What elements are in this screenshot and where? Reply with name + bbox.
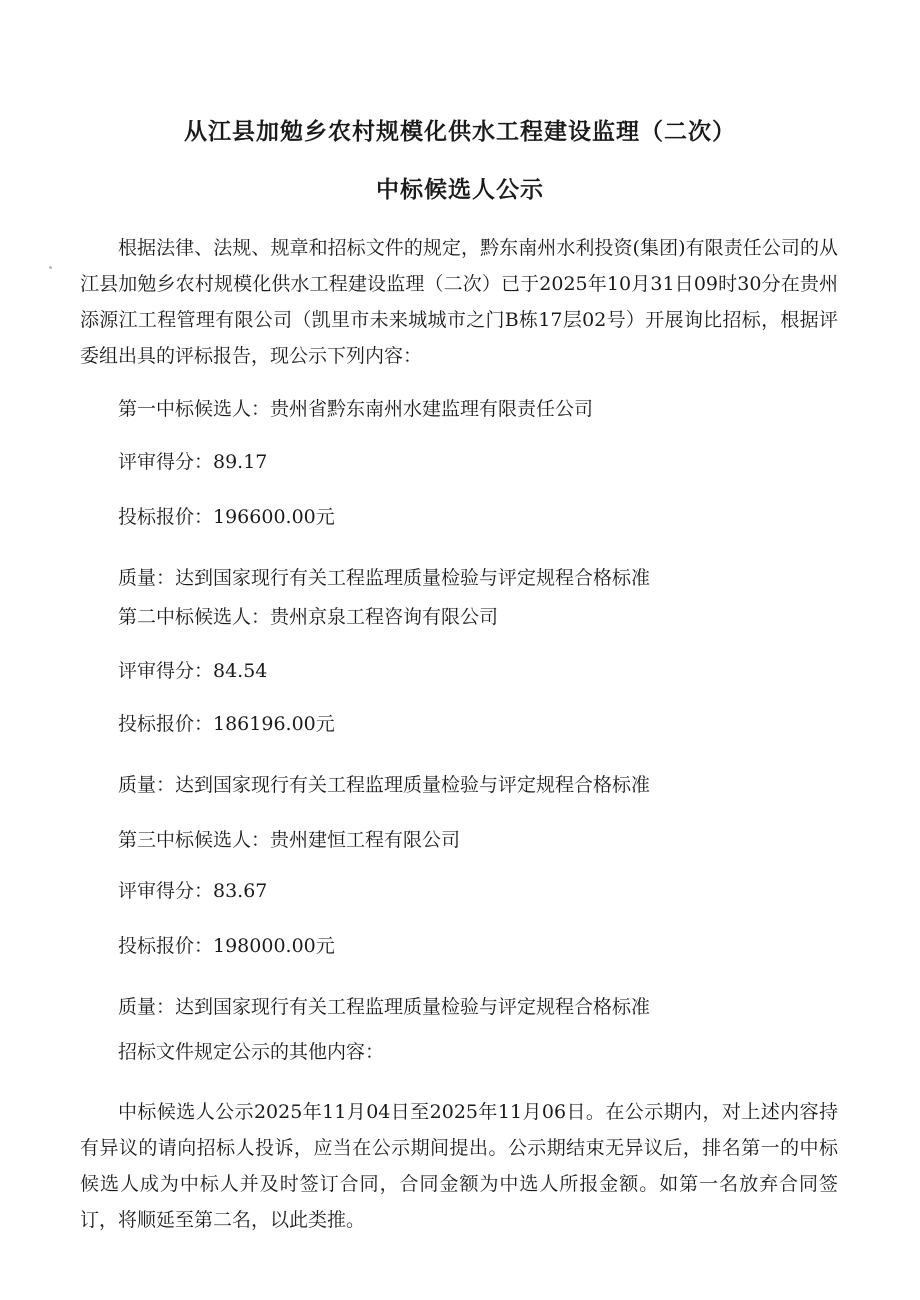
other-content-heading: 招标文件规定公示的其他内容： — [118, 1041, 385, 1063]
title-line-2: 中标候选人公示 — [376, 176, 544, 203]
candidate-1-score: 评审得分：89.17 — [118, 451, 268, 473]
candidate-2-score: 评审得分：84.54 — [118, 660, 268, 682]
candidate-1-name: 第一中标候选人：贵州省黔东南州水建监理有限责任公司 — [118, 398, 594, 420]
closing-paragraph: 中标候选人公示2025年11月04日至2025年11月06日。在公示期内，对上述内容持有异议的请向招标人投诉，应当在公示期间提出。公示期结束无异议后，排名第一的中标候选人成为中标人并及时签订合同，合同金额为中选人所报金额。如第一名放弃合同签订，将顺延至第二名，以此类推。 — [80, 1101, 838, 1231]
title-line-1: 从江县加勉乡农村规模化供水工程建设监理（二次） — [184, 118, 736, 145]
candidate-1-quality: 质量：达到国家现行有关工程监理质量检验与评定规程合格标准 — [118, 567, 651, 589]
candidate-2-price: 投标报价：186196.00元 — [118, 713, 335, 735]
candidate-1-price: 投标报价：196600.00元 — [118, 506, 335, 528]
candidate-3-quality: 质量：达到国家现行有关工程监理质量检验与评定规程合格标准 — [118, 996, 651, 1018]
candidate-3-score: 评审得分：83.67 — [118, 880, 268, 902]
candidate-2-quality: 质量：达到国家现行有关工程监理质量检验与评定规程合格标准 — [118, 774, 651, 796]
candidate-3-price: 投标报价：198000.00元 — [118, 935, 335, 957]
candidate-3-name: 第三中标候选人：贵州建恒工程有限公司 — [118, 829, 461, 851]
candidate-2-name: 第二中标候选人：贵州京泉工程咨询有限公司 — [118, 606, 499, 628]
scan-speck — [49, 266, 52, 269]
intro-paragraph: 根据法律、法规、规章和招标文件的规定，黔东南州水利投资(集团)有限责任公司的从江县加勉乡农村规模化供水工程建设监理（二次）已于2025年10月31日09时30分在贵州添源江工程管理有限公司（凯里市未来城城市之门B栋17层02号）开展询比招标，根据评委组出具的评标报告，现公示下列内容： — [80, 237, 838, 367]
